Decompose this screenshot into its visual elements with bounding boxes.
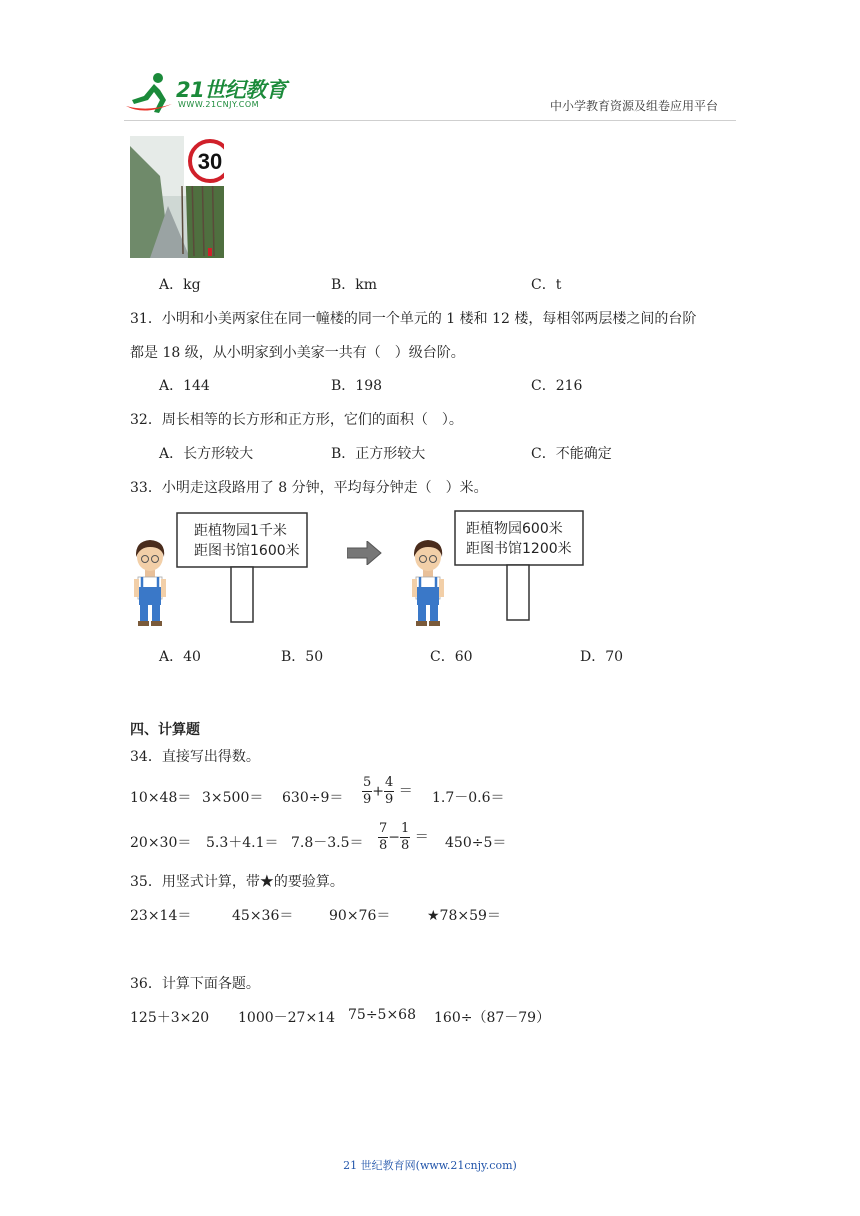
brand-logo: [124, 70, 289, 116]
fraction-denominator: 8: [401, 838, 410, 853]
q31-text-line1: 31．小明和小美两家住在同一幢楼的同一个单元的 1 楼和 12 楼，每相邻两层楼之间的台阶: [130, 311, 697, 327]
logo-wordmark: 21世纪教育: [176, 78, 287, 102]
fraction-numerator: 5: [363, 775, 372, 790]
q36-item-1: 125＋3×20: [130, 1010, 210, 1026]
sign2-line2: 距图书馆1200米: [466, 541, 572, 557]
fraction-numerator: 4: [385, 775, 394, 790]
q31-option-a: A．144: [159, 378, 210, 394]
q35-item-2: 45×36＝: [232, 908, 294, 924]
q34-r1-fraction-expr: [362, 775, 413, 808]
fraction: [362, 775, 372, 808]
q31-option-c: C．216: [531, 378, 583, 394]
fraction-operator: +: [372, 783, 385, 800]
q34-text: 34．直接写出得数。: [130, 749, 260, 765]
sign1-line1: 距植物园1千米: [194, 523, 287, 539]
q35-item-3: 90×76＝: [329, 908, 391, 924]
runner-logo-icon: [124, 70, 174, 116]
distance-sign-1: [176, 512, 310, 624]
fraction-denominator: 8: [379, 838, 388, 853]
section-title: 四、计算题: [130, 722, 200, 738]
q34-r2-b: 5.3＋4.1＝: [206, 835, 279, 851]
q36-text: 36．计算下面各题。: [130, 976, 260, 992]
boy-figure-2: [404, 535, 452, 627]
q36-item-3: 75÷5×68: [348, 1007, 416, 1023]
equals-sign: ＝: [414, 829, 429, 846]
q31-option-b: B．198: [331, 378, 383, 394]
q35-item-1: 23×14＝: [130, 908, 192, 924]
q31-text-line2: 都是 18 级，从小明家到小美家一共有（ ）级台阶。: [130, 345, 465, 361]
speed-limit-road-photo: [130, 136, 224, 258]
q33-text: 33．小明走这段路用了 8 分钟，平均每分钟走（ ）米。: [130, 480, 488, 496]
right-arrow-icon: [347, 541, 383, 565]
fraction-numerator: 7: [379, 821, 388, 836]
q35-text: 35．用竖式计算，带★的要验算。: [130, 874, 344, 890]
fraction-operator: −: [388, 829, 401, 846]
q32-option-b: B．正方形较大: [331, 446, 426, 462]
q30-option-b: B．km: [331, 277, 378, 293]
fraction: [400, 821, 410, 854]
q33-option-a: A．40: [159, 649, 201, 665]
q36-item-2: 1000－27×14: [238, 1010, 335, 1026]
fraction: [384, 775, 394, 808]
header-platform-text: 中小学教育资源及组卷应用平台: [550, 99, 719, 113]
q30-option-c: C．t: [531, 277, 562, 293]
fraction: [378, 821, 388, 854]
fraction-denominator: 9: [385, 792, 394, 807]
boy-figure-1: [126, 535, 174, 627]
q33-option-c: C．60: [430, 649, 473, 665]
q35-item-4: ★78×59＝: [427, 908, 501, 924]
q33-option-b: B．50: [281, 649, 324, 665]
fraction-numerator: 1: [401, 821, 410, 836]
q32-option-c: C．不能确定: [531, 446, 612, 462]
fraction-denominator: 9: [363, 792, 372, 807]
logo-url: WWW.21CNJY.COM: [178, 100, 260, 109]
q34-r1-a: 10×48＝: [130, 790, 192, 806]
q30-option-a: A．kg: [159, 277, 201, 293]
speed-sign-value: 30: [197, 149, 223, 174]
header-divider: [124, 120, 736, 121]
q34-r1-b: 3×500＝: [202, 790, 264, 806]
q34-r2-fraction-expr: [378, 821, 429, 854]
q33-option-d: D．70: [580, 649, 624, 665]
q32-option-a: A．长方形较大: [159, 446, 254, 462]
q34-r2-d: 450÷5＝: [445, 835, 507, 851]
footer-text: 21 世纪教育网(www.21cnjy.com): [343, 1159, 517, 1172]
q34-r2-a: 20×30＝: [130, 835, 192, 851]
q32-text: 32．周长相等的长方形和正方形，它们的面积（ ）。: [130, 412, 463, 428]
q36-item-4: 160÷（87－79）: [434, 1010, 551, 1026]
q34-r2-c: 7.8－3.5＝: [291, 835, 364, 851]
sign1-line2: 距图书馆1600米: [194, 543, 300, 559]
sign2-line1: 距植物园600米: [466, 521, 563, 537]
q34-r1-c: 630÷9＝: [282, 790, 344, 806]
distance-sign-2: [454, 510, 588, 622]
q34-r1-d: 1.7－0.6＝: [432, 790, 505, 806]
equals-sign: ＝: [398, 783, 413, 800]
